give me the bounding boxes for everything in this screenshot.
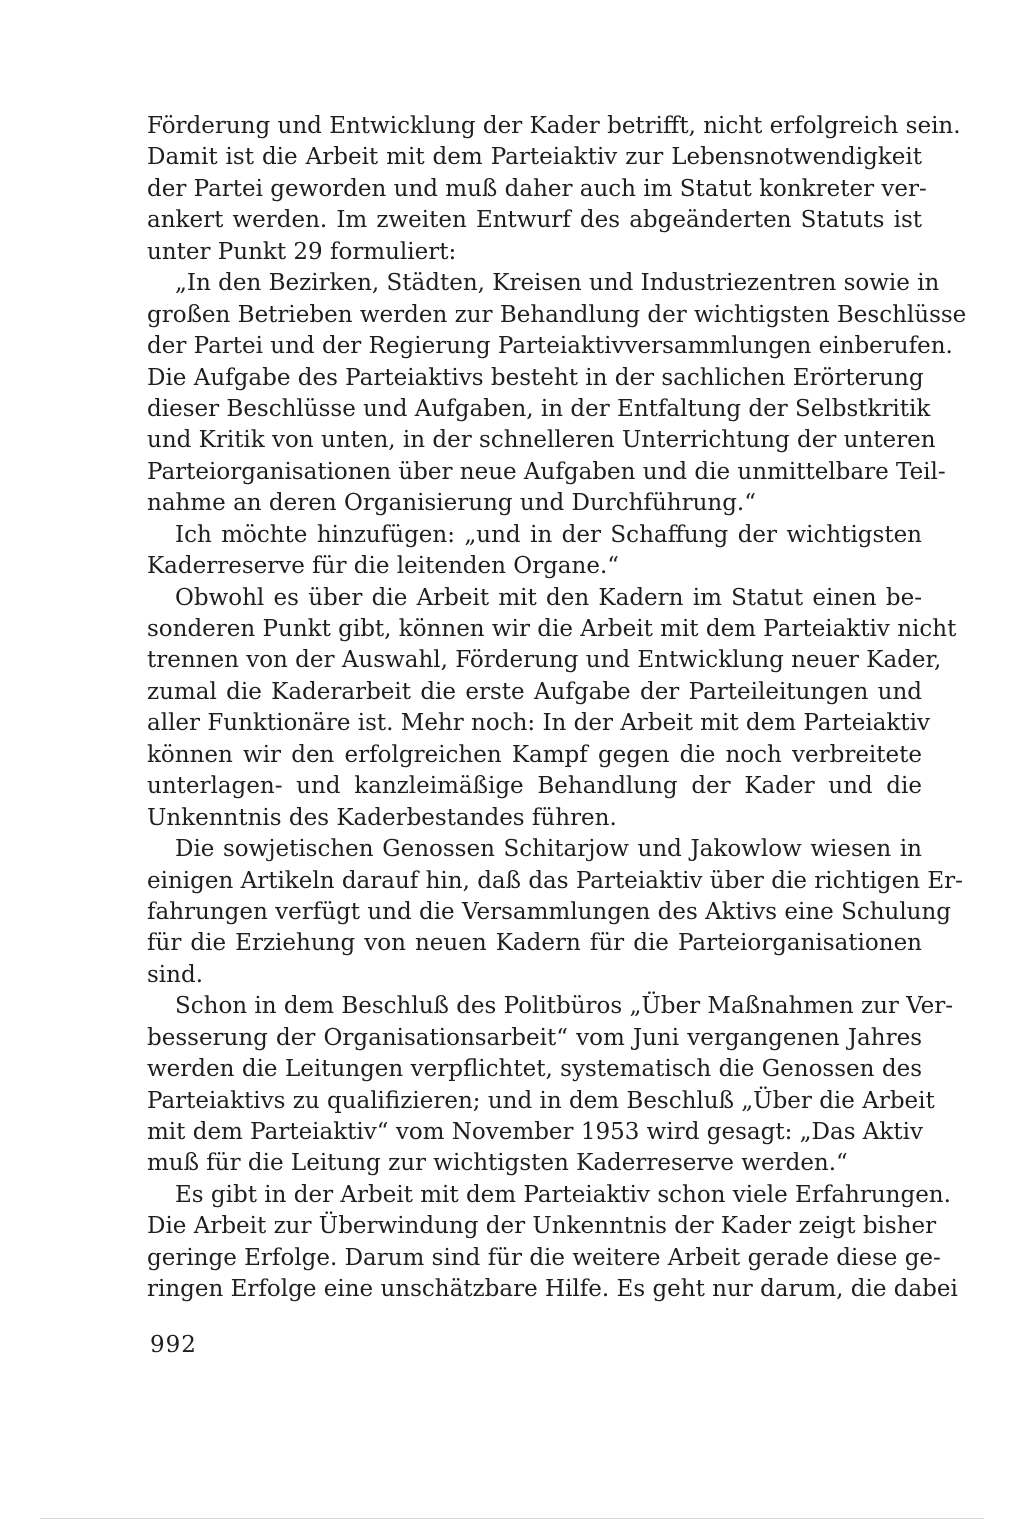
page-edge-divider xyxy=(40,1518,984,1519)
text-line: großen Betrieben werden zur Behandlung der wichtigsten Beschlüsse xyxy=(147,301,967,328)
text-line: Ich möchte hinzufügen: „und in der Schaffung der wichtigsten xyxy=(175,521,922,548)
text-line: Es gibt in der Arbeit mit dem Parteiaktiv schon viele Erfahrungen. xyxy=(175,1181,951,1208)
text-line: Unkenntnis des Kaderbestandes führen. xyxy=(147,804,617,831)
text-line: Damit ist die Arbeit mit dem Parteiaktiv zur Lebensnotwendigkeit xyxy=(147,144,922,171)
text-line: der Partei und der Regierung Parteiaktivversammlungen einberufen. xyxy=(147,333,953,360)
text-line: zumal die Kaderarbeit die erste Aufgabe der Parteileitungen und xyxy=(147,678,922,705)
text-line: trennen von der Auswahl, Förderung und Entwicklung neuer Kader, xyxy=(147,647,942,674)
text-line: Parteiorganisationen über neue Aufgaben und die unmittelbare Teil- xyxy=(147,458,946,485)
text-line: unter Punkt 29 formuliert: xyxy=(147,238,457,265)
text-line: ringen Erfolge eine unschätzbare Hilfe. Es geht nur darum, die dabei xyxy=(147,1276,958,1303)
text-line: Obwohl es über die Arbeit mit den Kadern im Statut einen be- xyxy=(175,584,922,611)
text-line: dieser Beschlüsse und Aufgaben, in der Entfaltung der Selbstkritik xyxy=(147,395,931,422)
text-line: Die sowjetischen Genossen Schitarjow und Jakowlow wiesen in xyxy=(175,836,922,863)
text-line: Parteiaktivs zu qualifizieren; und in dem Beschluß „Über die Arbeit xyxy=(147,1087,935,1114)
text-line: für die Erziehung von neuen Kadern für die Parteiorganisationen xyxy=(147,930,922,957)
body-text xyxy=(147,111,967,1306)
text-line: Die Aufgabe des Parteiaktivs besteht in der sachlichen Erörterung xyxy=(147,364,924,391)
text-line: aller Funktionäre ist. Mehr noch: In der Arbeit mit dem Parteiaktiv xyxy=(147,710,930,737)
text-line: und Kritik von unten, in der schnelleren Unterrichtung der unteren xyxy=(147,427,936,454)
text-line: Schon in dem Beschluß des Politbüros „Über Maßnahmen zur Ver- xyxy=(175,993,954,1020)
text-line: „In den Bezirken, Städten, Kreisen und Industriezentren sowie in xyxy=(175,270,940,297)
text-line: Förderung und Entwicklung der Kader betrifft, nicht erfolgreich sein. xyxy=(147,113,961,139)
text-line: muß für die Leitung zur wichtigsten Kaderreserve werden.“ xyxy=(147,1150,848,1177)
text-line: fahrungen verfügt und die Versammlungen des Aktivs eine Schulung xyxy=(147,898,952,925)
text-line: Die Arbeit zur Überwindung der Unkenntnis der Kader zeigt bisher xyxy=(147,1213,937,1240)
text-line: geringe Erfolge. Darum sind für die weitere Arbeit gerade diese ge- xyxy=(147,1244,941,1271)
text-line: werden die Leitungen verpflichtet, systematisch die Genossen des xyxy=(147,1056,922,1083)
text-line: mit dem Parteiaktiv“ vom November 1953 wird gesagt: „Das Aktiv xyxy=(147,1119,923,1145)
text-line: unterlagen- und kanzleimäßige Behandlung der Kader und die xyxy=(147,773,922,800)
text-line: einigen Artikeln darauf hin, daß das Parteiaktiv über die richtigen Er- xyxy=(147,867,963,894)
page-number: 992 xyxy=(150,1332,197,1358)
text-line: sonderen Punkt gibt, können wir die Arbeit mit dem Parteiaktiv nicht xyxy=(147,616,957,642)
text-line: Kaderreserve für die leitenden Organe.“ xyxy=(147,553,620,580)
text-line: ankert werden. Im zweiten Entwurf des abgeänderten Statuts ist xyxy=(147,207,922,234)
text-line: nahme an deren Organisierung und Durchführung.“ xyxy=(147,490,757,517)
text-line: sind. xyxy=(147,961,204,988)
text-line: der Partei geworden und muß daher auch im Statut konkreter ver- xyxy=(147,175,927,202)
text-line: können wir den erfolgreichen Kampf gegen die noch verbreitete xyxy=(147,741,922,768)
text-line: besserung der Organisationsarbeit“ vom Juni vergangenen Jahres xyxy=(147,1024,922,1051)
